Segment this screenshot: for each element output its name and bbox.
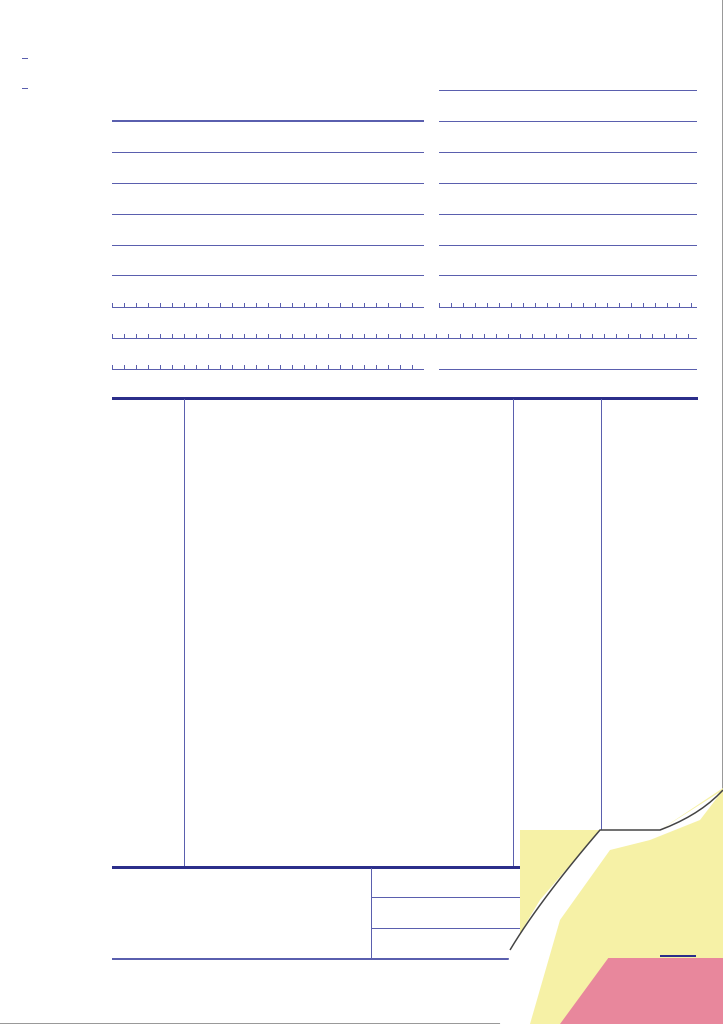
typewriter-marker-bottom	[22, 88, 28, 89]
field-nr-line[interactable]	[439, 90, 697, 91]
table-col-divider-1	[184, 399, 185, 867]
recipient-line-5[interactable]	[112, 275, 424, 276]
totals-left-border	[371, 868, 372, 958]
typewriter-marker-top	[22, 58, 28, 59]
field-zahlungsbedingungen-line[interactable]	[439, 245, 697, 246]
sender-line	[112, 120, 424, 122]
recipient-line-1[interactable]	[112, 152, 424, 153]
field-lieferdatum-line[interactable]	[439, 214, 697, 215]
field-bestellung-line[interactable]	[439, 183, 697, 184]
table-top-border	[112, 397, 698, 400]
steuer-field[interactable]	[112, 299, 424, 308]
carbon-copy-corners	[500, 780, 723, 1024]
recipient-line-4[interactable]	[112, 245, 424, 246]
avery-zweckform-logo	[78, 520, 100, 576]
field-extra-line[interactable]	[439, 275, 697, 276]
field-datum-line[interactable]	[439, 121, 697, 122]
recipient-line-2[interactable]	[112, 183, 424, 184]
ustid-field[interactable]	[439, 299, 697, 308]
field-ort-line[interactable]	[439, 152, 697, 153]
iban-field[interactable]	[112, 330, 697, 339]
bank-line[interactable]	[439, 369, 697, 370]
bic-field[interactable]	[112, 361, 424, 370]
recipient-line-3[interactable]	[112, 214, 424, 215]
